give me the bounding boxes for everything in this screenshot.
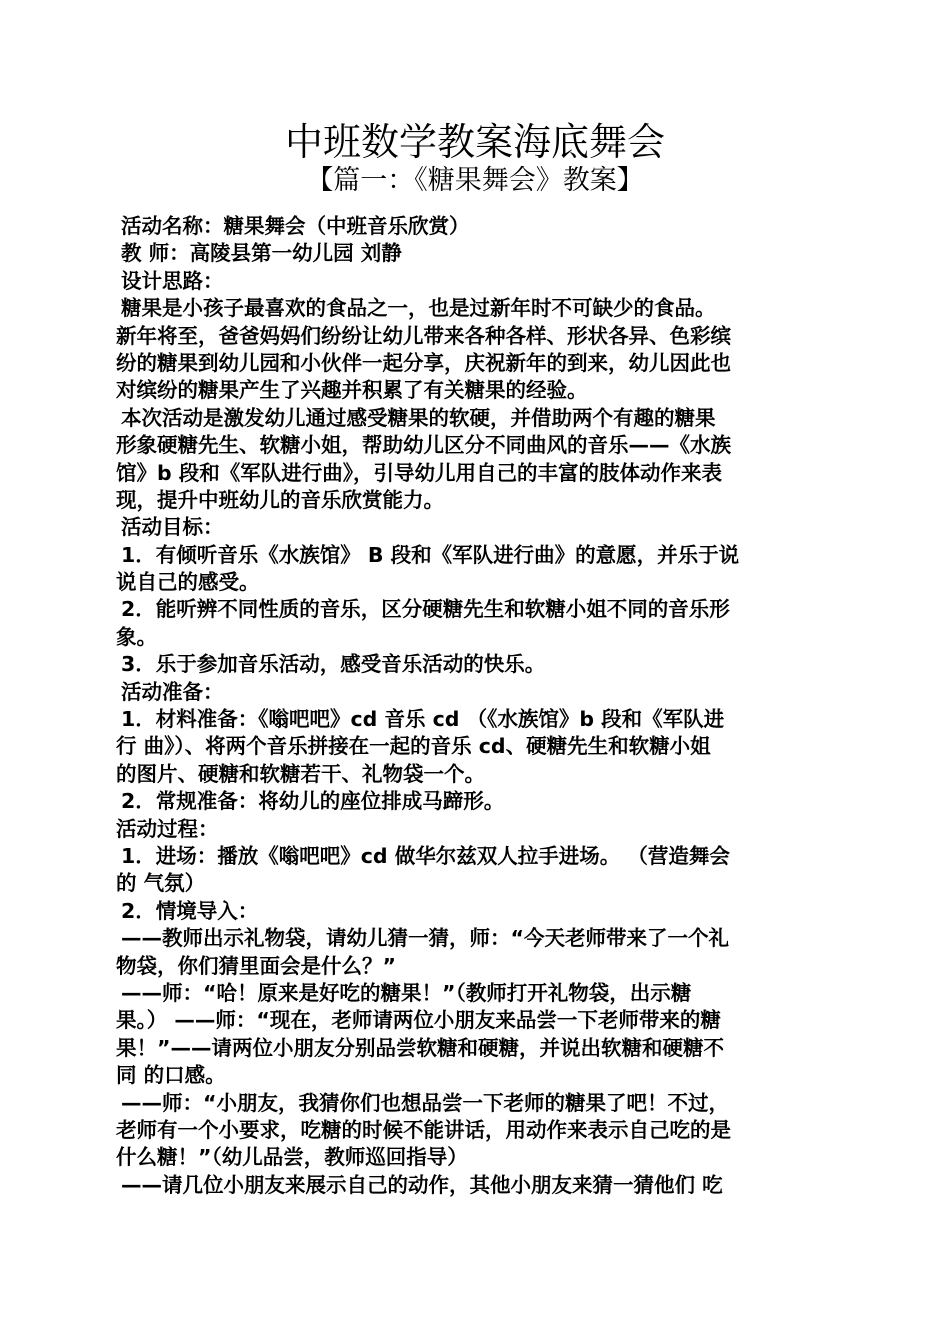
text-line: 果。） ——师：“现在，老师请两位小朋友来品尝一下老师带来的糖 bbox=[116, 1008, 721, 1033]
text-line: 3．乐于参加音乐活动，感受音乐活动的快乐。 bbox=[121, 652, 546, 677]
text-line: 活动准备： bbox=[121, 679, 224, 704]
text-line: 的图片、硬糖和软糖若干、礼物袋一个。 bbox=[116, 761, 485, 786]
text-line: 活动目标： bbox=[121, 515, 224, 540]
text-line: 活动过程： bbox=[116, 816, 219, 841]
text-line: 现，提升中班幼儿的音乐欣赏能力。 bbox=[116, 487, 444, 512]
text-line: 2．常规准备：将幼儿的座位排成马蹄形。 bbox=[121, 789, 505, 814]
text-line: 果！”——请两位小朋友分别品尝软糖和硬糖，并说出软糖和硬糖不 bbox=[116, 1035, 724, 1060]
text-line: 说自己的感受。 bbox=[116, 570, 260, 595]
text-line: 象。 bbox=[116, 624, 157, 649]
text-line: ——师：“小朋友，我猜你们也想品尝一下老师的糖果了吧！不过， bbox=[121, 1090, 729, 1115]
text-line: 老师有一个小要求，吃糖的时候不能讲话，用动作来表示自己吃的是 bbox=[116, 1117, 731, 1142]
text-line: 同 的口感。 bbox=[116, 1063, 226, 1088]
text-line: 物袋，你们猜里面会是什么？” bbox=[116, 953, 396, 978]
text-line: 教 师：高陵县第一幼儿园 刘静 bbox=[121, 241, 402, 266]
text-line: 活动名称：糖果舞会（中班音乐欣赏） bbox=[121, 214, 470, 238]
text-line: 糖果是小孩子最喜欢的食品之一，也是过新年时不可缺少的食品。 bbox=[121, 296, 716, 321]
text-line: 1．进场：播放《嗡吧吧》cd 做华尔兹双人拉手进场。 （营造舞会 bbox=[121, 843, 730, 868]
text-line: 新年将至，爸爸妈妈们纷纷让幼儿带来各种各样、形状各异、色彩缤 bbox=[116, 323, 731, 348]
text-line: 2．情境导入： bbox=[121, 898, 259, 923]
text-line: 对缤纷的糖果产生了兴趣并积累了有关糖果的经验。 bbox=[116, 378, 588, 403]
text-line: 设计思路： bbox=[121, 268, 224, 293]
document-title: 中班数学教案海底舞会 bbox=[284, 120, 665, 164]
text-line: 纷的糖果到幼儿园和小伙伴一起分享，庆祝新年的到来，幼儿因此也 bbox=[116, 350, 731, 375]
text-line: 的 气氛） bbox=[116, 871, 206, 896]
text-line: 什么糖！”（幼儿品尝，教师巡回指导） bbox=[116, 1145, 468, 1170]
text-line: 馆》b 段和《军队进行曲》，引导幼儿用自己的丰富的肢体动作来表 bbox=[116, 460, 723, 485]
text-line: 本次活动是激发幼儿通过感受糖果的软硬，并借助两个有趣的糖果 bbox=[121, 405, 716, 430]
text-line: 2．能听辨不同性质的音乐，区分硬糖先生和软糖小姐不同的音乐形 bbox=[121, 597, 730, 622]
text-line: 形象硬糖先生、软糖小姐，帮助幼儿区分不同曲风的音乐——《水族 bbox=[116, 433, 731, 458]
text-line: 行 曲》）、将两个音乐拼接在一起的音乐 cd、硬糖先生和软糖小姐 bbox=[116, 734, 711, 759]
document-subtitle: 【篇一：《糖果舞会》教案】 bbox=[306, 165, 644, 196]
document-body bbox=[116, 213, 838, 1199]
text-line: ——师：“哈！原来是好吃的糖果！”（教师打开礼物袋，出示糖 bbox=[121, 980, 692, 1005]
text-line: 1．材料准备：《嗡吧吧》cd 音乐 cd （《水族馆》b 段和《军队进 bbox=[121, 707, 725, 732]
text-line: ——请几位小朋友来展示自己的动作，其他小朋友来猜一猜他们 吃 bbox=[121, 1172, 723, 1197]
text-line: ——教师出示礼物袋，请幼儿猜一猜，师：“今天老师带来了一个礼 bbox=[121, 926, 729, 951]
text-line: 1．有倾听音乐《水族馆》 B 段和《军队进行曲》的意愿，并乐于说 bbox=[121, 542, 740, 567]
